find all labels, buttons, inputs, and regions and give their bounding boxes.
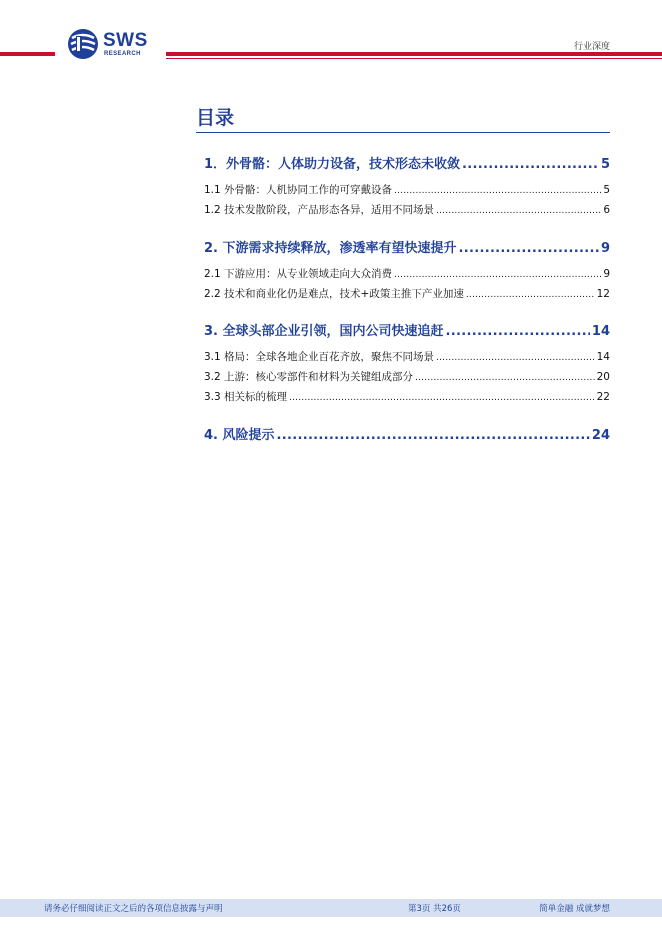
toc-entry-page: 14 <box>591 324 610 339</box>
toc-leader-dots <box>436 206 601 216</box>
document-type-label: 行业深度 <box>573 42 610 52</box>
logo-text: SWS <box>103 30 148 51</box>
toc-entry-label: 3.1 格局：全球各地企业百花齐放，聚焦不同场景 <box>204 351 435 363</box>
toc-entry-3[interactable] <box>204 320 610 339</box>
header-rule-right <box>166 52 662 56</box>
toc-entry-label: 4. 风险提示 <box>204 428 275 443</box>
page-footer <box>0 899 662 917</box>
toc-leader-dots <box>277 428 590 443</box>
toc-entry-page: 9 <box>600 241 610 256</box>
footer-page-info: 第3页 共26页 <box>408 904 461 914</box>
toc-entry-1[interactable] <box>204 153 610 172</box>
toc-entry-page: 12 <box>596 288 610 300</box>
toc-leader-dots <box>446 324 590 339</box>
toc-entry-label: 3.2 上游：核心零部件和材料为关键组成部分 <box>204 371 414 383</box>
toc-entry-page: 6 <box>603 204 610 216</box>
toc-entry-2-1[interactable] <box>204 266 610 281</box>
toc-entry-4[interactable] <box>204 424 610 443</box>
header-rule-left <box>0 52 55 56</box>
toc-entry-label: 2.2 技术和商业化仍是难点，技术+政策主推下产业加速 <box>204 288 464 300</box>
footer-disclaimer: 请务必仔细阅读正文之后的各项信息披露与声明 <box>44 904 223 914</box>
toc-entry-label: 3.3 相关标的梳理 <box>204 391 288 403</box>
toc-entry-page: 24 <box>591 428 610 443</box>
header-rule-right-thin <box>166 58 662 59</box>
footer-slogan: 简单金融 成就梦想 <box>539 904 610 914</box>
toc-entry-label: 2.1 下游应用：从专业领域走向大众消费 <box>204 268 393 280</box>
toc-entry-2-2[interactable] <box>204 286 610 301</box>
toc-leader-dots <box>394 186 601 196</box>
toc-title: 目录 <box>196 107 235 129</box>
toc-leader-dots <box>459 241 599 256</box>
toc-leader-dots <box>462 157 599 172</box>
toc-entry-2[interactable] <box>204 237 610 256</box>
toc-entry-label: 3. 全球头部企业引领，国内公司快速追赶 <box>204 324 444 339</box>
toc-title-underline <box>196 132 610 133</box>
toc-leader-dots <box>415 373 595 383</box>
toc-entry-1-2[interactable] <box>204 202 610 217</box>
toc-entry-page: 5 <box>600 157 610 172</box>
toc-entry-label: 2. 下游需求持续释放，渗透率有望快速提升 <box>204 241 457 256</box>
toc-entry-page: 14 <box>596 351 610 363</box>
toc-entry-page: 22 <box>596 391 610 403</box>
toc-entry-3-1[interactable] <box>204 349 610 364</box>
toc-entry-label: 1．外骨骼：人体助力设备，技术形态未收敛 <box>204 157 461 172</box>
toc-entry-page: 5 <box>603 184 610 196</box>
toc-entry-3-2[interactable] <box>204 369 610 384</box>
sws-logo <box>66 27 158 63</box>
toc-entry-label: 1.1 外骨骼：人机协同工作的可穿戴设备 <box>204 184 393 196</box>
toc-entry-label: 1.2 技术发散阶段，产品形态各异，适用不同场景 <box>204 204 435 216</box>
toc-entry-1-1[interactable] <box>204 182 610 197</box>
toc-entry-page: 20 <box>596 371 610 383</box>
toc-entry-3-3[interactable] <box>204 389 610 404</box>
toc-leader-dots <box>466 290 595 300</box>
toc-leader-dots <box>289 393 595 403</box>
sws-logo-icon <box>66 27 100 61</box>
logo-subtext: RESEARCH <box>104 51 141 57</box>
toc-leader-dots <box>436 353 595 363</box>
toc-leader-dots <box>394 270 601 280</box>
toc-entry-page: 9 <box>603 268 610 280</box>
